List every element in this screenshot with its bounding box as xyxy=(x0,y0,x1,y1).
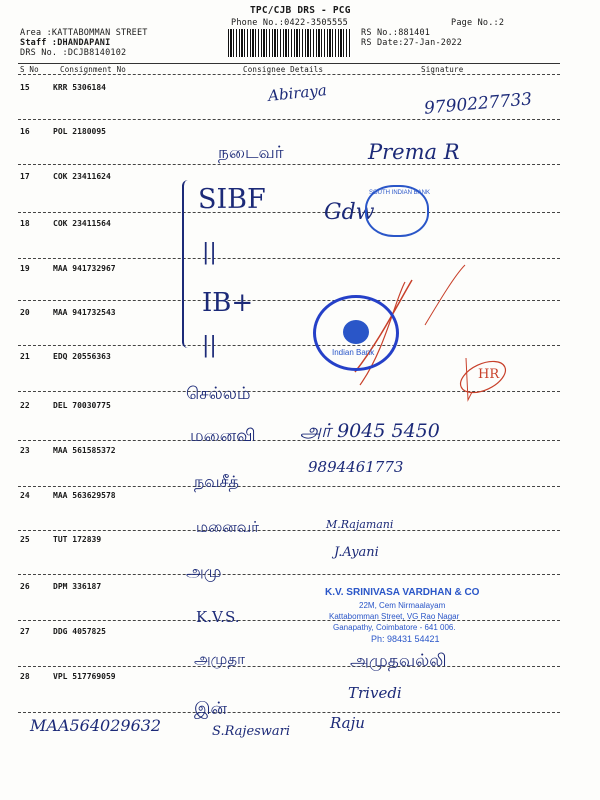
row-consignment: KRR 5306184 xyxy=(53,83,106,92)
handwritten-signature: Trivedi xyxy=(348,684,402,702)
row-sno: 27 xyxy=(20,627,30,636)
handwritten-name: செல்லம் xyxy=(186,384,251,404)
handwritten-consignment: MAA564029632 xyxy=(30,716,162,735)
stamp-text: Indian Bank xyxy=(332,348,375,357)
indian-bank-stamp xyxy=(313,295,399,371)
handwritten-name: இன் xyxy=(194,699,228,719)
handwritten-signature: 9790227733 xyxy=(423,89,533,119)
row-consignment: COK 23411564 xyxy=(53,219,111,228)
handwritten-signature: Prema R xyxy=(368,140,460,164)
bank-logo-icon xyxy=(343,320,369,344)
handwritten-name: மனைவி xyxy=(190,426,256,446)
col-signature: Signature xyxy=(421,65,464,74)
stamp-company-name: K.V. SRINIVASA VARDHAN & CO xyxy=(325,587,480,598)
row-consignment: MAA 563629578 xyxy=(53,491,116,500)
row-sno: 22 xyxy=(20,401,30,410)
handwritten-mark: || xyxy=(202,333,217,358)
col-consignment: Consignment No xyxy=(60,65,127,74)
row-sno: 15 xyxy=(20,83,30,92)
row-consignment: COK 23411624 xyxy=(53,172,111,181)
page-number: Page No.:2 xyxy=(451,18,505,28)
row-consignment: DDG 4057825 xyxy=(53,627,106,636)
row-sno: 16 xyxy=(20,127,30,136)
row-sno: 26 xyxy=(20,582,30,591)
row-consignment: VPL 517769059 xyxy=(53,672,116,681)
row-consignment: MAA 561585372 xyxy=(53,446,116,455)
row-sno: 18 xyxy=(20,219,30,228)
handwritten-signature: அர் 9045 5450 xyxy=(300,420,440,442)
stamp-address-3: Ganapathy, Coimbatore - 641 006. xyxy=(333,623,456,632)
row-consignment: MAA 941732543 xyxy=(53,308,116,317)
handwritten-name: SIBF xyxy=(198,184,266,215)
row-sno: 25 xyxy=(20,535,30,544)
handwritten-signature: M.Rajamani xyxy=(326,518,394,531)
handwritten-name: K.V.S. xyxy=(196,608,240,626)
row-consignment: DEL 70030775 xyxy=(53,401,111,410)
row-sno: 28 xyxy=(20,672,30,681)
row-sno: 21 xyxy=(20,352,30,361)
stamp-phone: Ph: 98431 54421 xyxy=(371,634,440,644)
stamp-address-2: Kattabomman Street, VG Rao Nagar xyxy=(329,612,460,621)
row-sno: 24 xyxy=(20,491,30,500)
phone-number: Phone No.:0422-3505555 xyxy=(231,18,348,28)
handwritten-name: மனைவர் xyxy=(196,518,260,536)
col-sno: S No xyxy=(20,65,39,74)
row-consignment: EDQ 20556363 xyxy=(53,352,111,361)
handwritten-name: IB+ xyxy=(202,288,254,318)
handwritten-name: S.Rajeswari xyxy=(212,724,291,739)
row-consignment: DPM 336187 xyxy=(53,582,102,591)
handwritten-mark: || xyxy=(202,240,217,265)
page-title: TPC/CJB DRS - PCG xyxy=(250,5,351,16)
row-consignment: POL 2180095 xyxy=(53,127,106,136)
handwritten-name: நடைவர் xyxy=(218,143,284,163)
row-consignment: MAA 941732967 xyxy=(53,264,116,273)
handwritten-signature: Gdw xyxy=(324,200,375,225)
row-sno: 19 xyxy=(20,264,30,273)
drs-number: DRS No. :DCJB8140102 xyxy=(20,48,127,58)
row-sno: 23 xyxy=(20,446,30,455)
handwritten-signature: 9894461773 xyxy=(308,458,404,476)
handwritten-name: அமுதா xyxy=(194,650,245,668)
handwritten-signature: J.Ayani xyxy=(334,545,379,560)
col-consignee: Consignee Details xyxy=(243,65,324,74)
handwritten-name: நவசீத் xyxy=(194,472,239,491)
south-indian-bank-stamp xyxy=(365,185,429,237)
handwritten-signature: HR xyxy=(478,367,500,382)
row-sno: 20 xyxy=(20,308,30,317)
staff-field: Staff :DHANDAPANI xyxy=(20,38,111,48)
handwritten-signature: Raju xyxy=(330,714,365,732)
row-consignment: TUT 172839 xyxy=(53,535,102,544)
row-sno: 17 xyxy=(20,172,30,181)
handwritten-name: Abiraya xyxy=(267,80,328,106)
stamp-address-1: 22M, Cem Nirmaalayam xyxy=(359,601,446,610)
rs-date: RS Date:27-Jan-2022 xyxy=(361,38,463,48)
stamp-text: SOUTH INDIAN BANK xyxy=(369,190,431,196)
handwritten-name: அமு xyxy=(186,562,222,581)
handwritten-signature: அமுதவல்லி xyxy=(350,651,447,671)
area-field: Area :KATTABOMMAN STREET xyxy=(20,28,148,38)
rs-number: RS No.:881401 xyxy=(361,28,431,38)
